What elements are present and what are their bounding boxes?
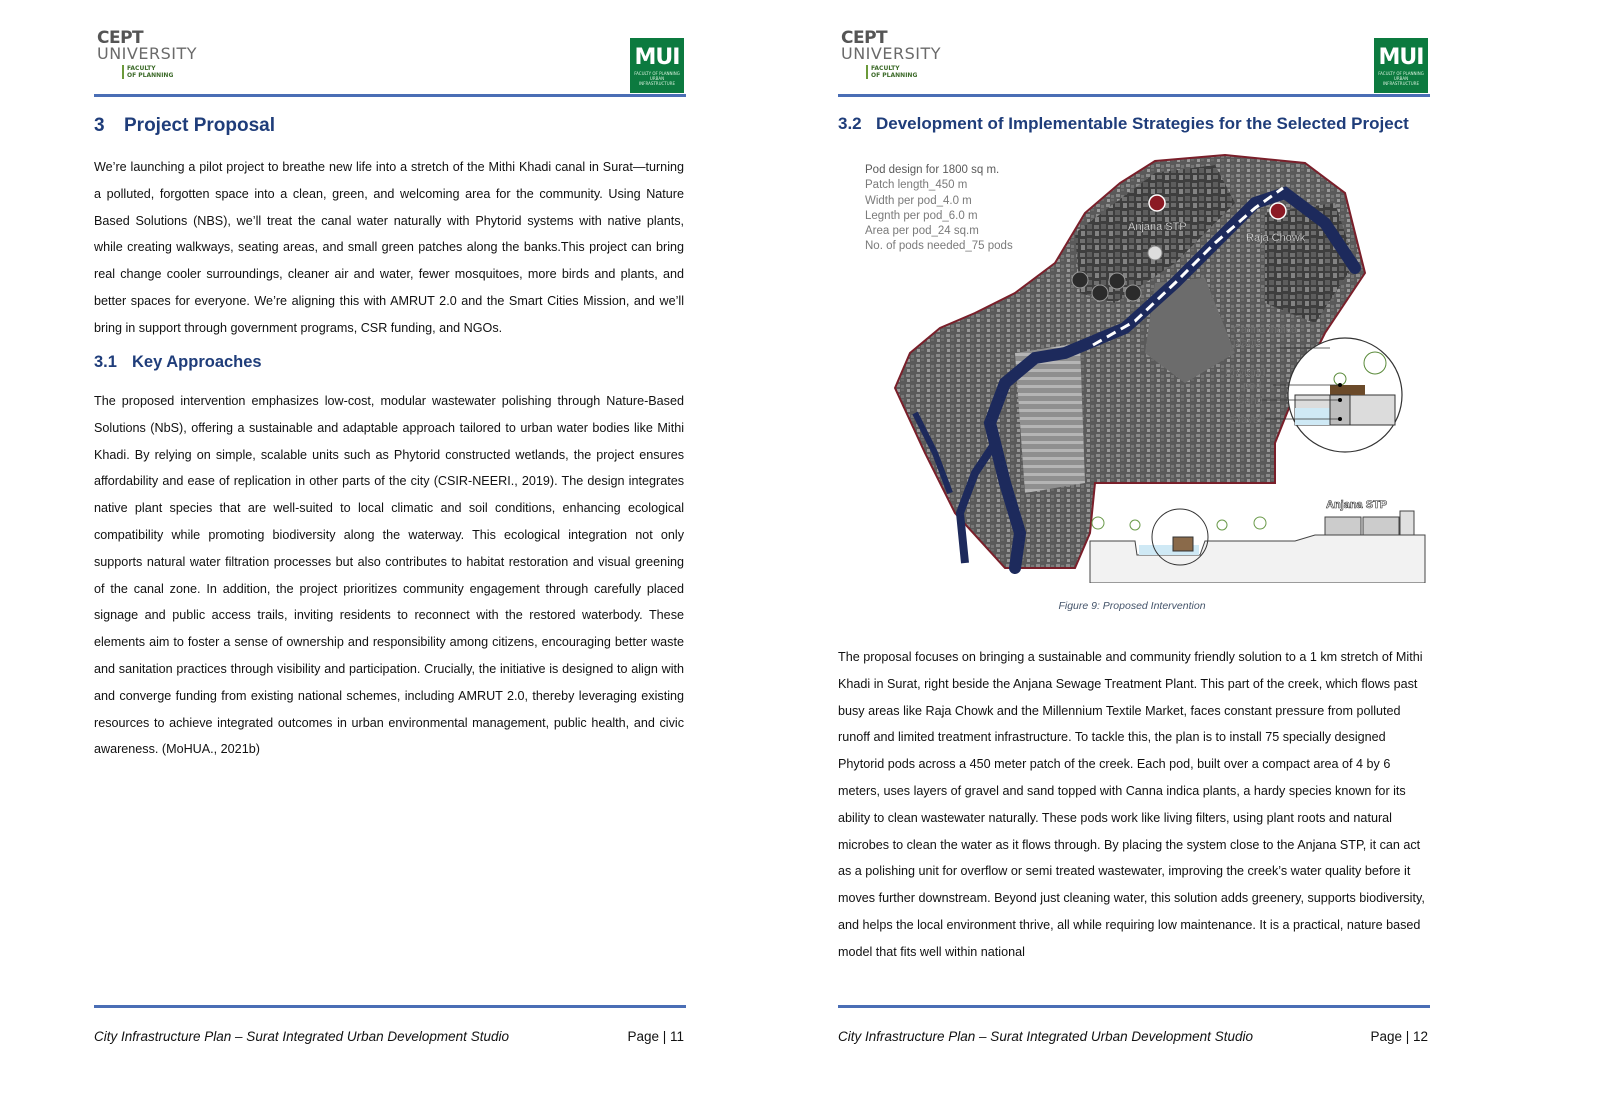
label-canna-indica: Canna indica plants <box>1233 324 1298 349</box>
label-phytorid-pod: Phytorid pod <box>1225 367 1266 392</box>
footer-title: City Infrastructure Plan – Surat Integrated Urban Development Studio <box>94 1029 509 1044</box>
section-number: 3 <box>94 115 105 136</box>
subsection-heading <box>94 353 262 372</box>
mui-logo <box>1374 38 1428 93</box>
cept-logo-line1: CEPT <box>97 28 144 48</box>
cept-logo-line2: UNIVERSITY <box>841 44 941 63</box>
cept-university-logo <box>841 28 961 88</box>
creek-cross-section <box>1090 509 1425 583</box>
label-sand: Sand <box>1237 395 1263 407</box>
map-label-raja-chowk: Raja Chowk <box>1246 232 1306 244</box>
section-title: Project Proposal <box>124 115 275 136</box>
page-number: Page | 11 <box>627 1029 684 1044</box>
subsection-title: Development of Implementable Strategies for the Selected Project <box>876 114 1409 133</box>
footer-rule <box>838 1005 1430 1008</box>
subsection-heading <box>838 114 1409 134</box>
label-gravel: Gravel <box>1229 414 1262 426</box>
spec-line: Legnth per pod_6.0 m <box>865 209 978 222</box>
subsection-number: 3.2 <box>838 114 862 133</box>
proposed-intervention-figure <box>855 153 1455 583</box>
cept-university-logo <box>97 28 217 88</box>
figure-caption: Figure 9: Proposed Intervention <box>1058 600 1206 612</box>
subsection-number: 3.1 <box>94 353 117 371</box>
section-label-anjana-stp: Anjana STP <box>1326 499 1388 511</box>
approaches-paragraph: The proposed intervention emphasizes low-cost, modular wastewater polishing through Nature-Based Solutions (NbS), offering a sustainable and adaptable approach tailored to urban water bodies like Mithi Khadi. By relying on simple, scalable units such as Phytorid constructed wetlands, the project ensures affordability and ease of replication in other parts of the city (CSIR-NEERI., 2019). The design integrates native plant species that are well-suited to local climatic and soil conditions, enhancing ecological compatibility while promoting biodiversity along the waterway. This ecological integration not only supports natural water filtration processes but also contributes to habitat restoration and visual greening of the canal zone. In addition, the project prioritizes community engagement through carefully placed signage and public access trails, inviting residents to reconnect with the restored waterbody. These elements aim to foster a sense of ownership and responsibility among citizens, encouraging better waste and sanitation practices through visibility and participation. Crucially, the initiative is designed to align with and converge funding from existing national schemes, including AMRUT 2.0, thereby leveraging existing resources to achieve integrated outcomes in urban environmental management, public health, and civic awareness. (MoHUA., 2021b) <box>94 394 684 757</box>
footer-title: City Infrastructure Plan – Surat Integrated Urban Development Studio <box>838 1029 1253 1044</box>
spec-line: Pod design for 1800 sq m. <box>865 164 1000 176</box>
spec-line: Width per pod_4.0 m <box>865 194 972 207</box>
map-label-anjana-stp: Anjana STP <box>1128 221 1187 233</box>
mui-logo-text: MUI <box>1378 45 1424 70</box>
mui-logo <box>630 38 684 93</box>
cept-logo-bar <box>122 65 124 79</box>
cept-logo-line1: CEPT <box>841 28 888 48</box>
mui-logo-text: MUI <box>634 45 680 70</box>
cept-logo-faculty: FACULTY OF PLANNING <box>871 65 918 79</box>
spec-line: Area per pod_24 sq.m <box>865 225 979 238</box>
section-heading <box>94 115 275 137</box>
header-rule <box>838 94 1430 97</box>
intro-paragraph: We’re launching a pilot project to breathe new life into a stretch of the Mithi Khadi canal in Surat—turning a polluted, forgotten space into a clean, green, and welcoming area for the community. Using Nature Based Solutions (NBS), we’ll treat the canal water naturally with Phytorid systems with native plants, while creating walkways, seating areas, and small green patches along the banks.This project can bring real change cooler surroundings, cleaner air and water, fewer mosquitoes, more birds and plants, and better spaces for everyone. We’re aligning this with AMRUT 2.0 and the Smart Cities Mission, and we’ll bring in support through government programs, CSR funding, and NGOs. <box>94 160 684 335</box>
cept-logo-bar <box>866 65 868 79</box>
site-map-svg <box>855 153 1455 583</box>
mui-logo-subtext: FACULTY OF PLANNING URBAN INFRASTRUCTURE <box>634 71 680 86</box>
satellite-map <box>895 155 1365 568</box>
cept-logo-faculty: FACULTY OF PLANNING <box>127 65 174 79</box>
cept-logo-line2: UNIVERSITY <box>97 44 197 63</box>
spec-line: Patch length_450 m <box>865 179 968 192</box>
page-number: Page | 12 <box>1370 1029 1428 1044</box>
mui-logo-subtext: FACULTY OF PLANNING URBAN INFRASTRUCTURE <box>1378 71 1424 86</box>
spec-line: No. of pods needed_75 pods <box>865 240 1013 253</box>
proposal-paragraph: The proposal focuses on bringing a sustainable and community friendly solution to a 1 km stretch of Mithi Khadi in Surat, right beside the Anjana Sewage Treatment Plant. This part of the creek, which flows past busy areas like Raja Chowk and the Millennium Textile Market, faces constant pressure from polluted runoff and limited treatment infrastructure. To tackle this, the plan is to install 75 specially designed Phytorid pods across a 450 meter patch of the creek. Each pod, built over a compact area of 4 by 6 meters, uses layers of gravel and sand topped with Canna indica plants, a hardy species known for its ability to clean wastewater naturally. These pods work like living filters, using plant roots and natural microbes to clean the water as it flows through. By placing the system close to the Anjana STP, it can act as a polishing unit for overflow or semi treated wastewater, improving the creek’s water quality before it moves further downstream. Beyond just cleaning water, this solution adds greenery, supports biodiversity, and helps the local environment thrive, all while requiring low maintenance. It is a practical, nature based model that fits well within national <box>838 650 1425 959</box>
header-rule <box>94 94 686 97</box>
footer-rule <box>94 1005 686 1008</box>
subsection-title: Key Approaches <box>132 353 262 371</box>
